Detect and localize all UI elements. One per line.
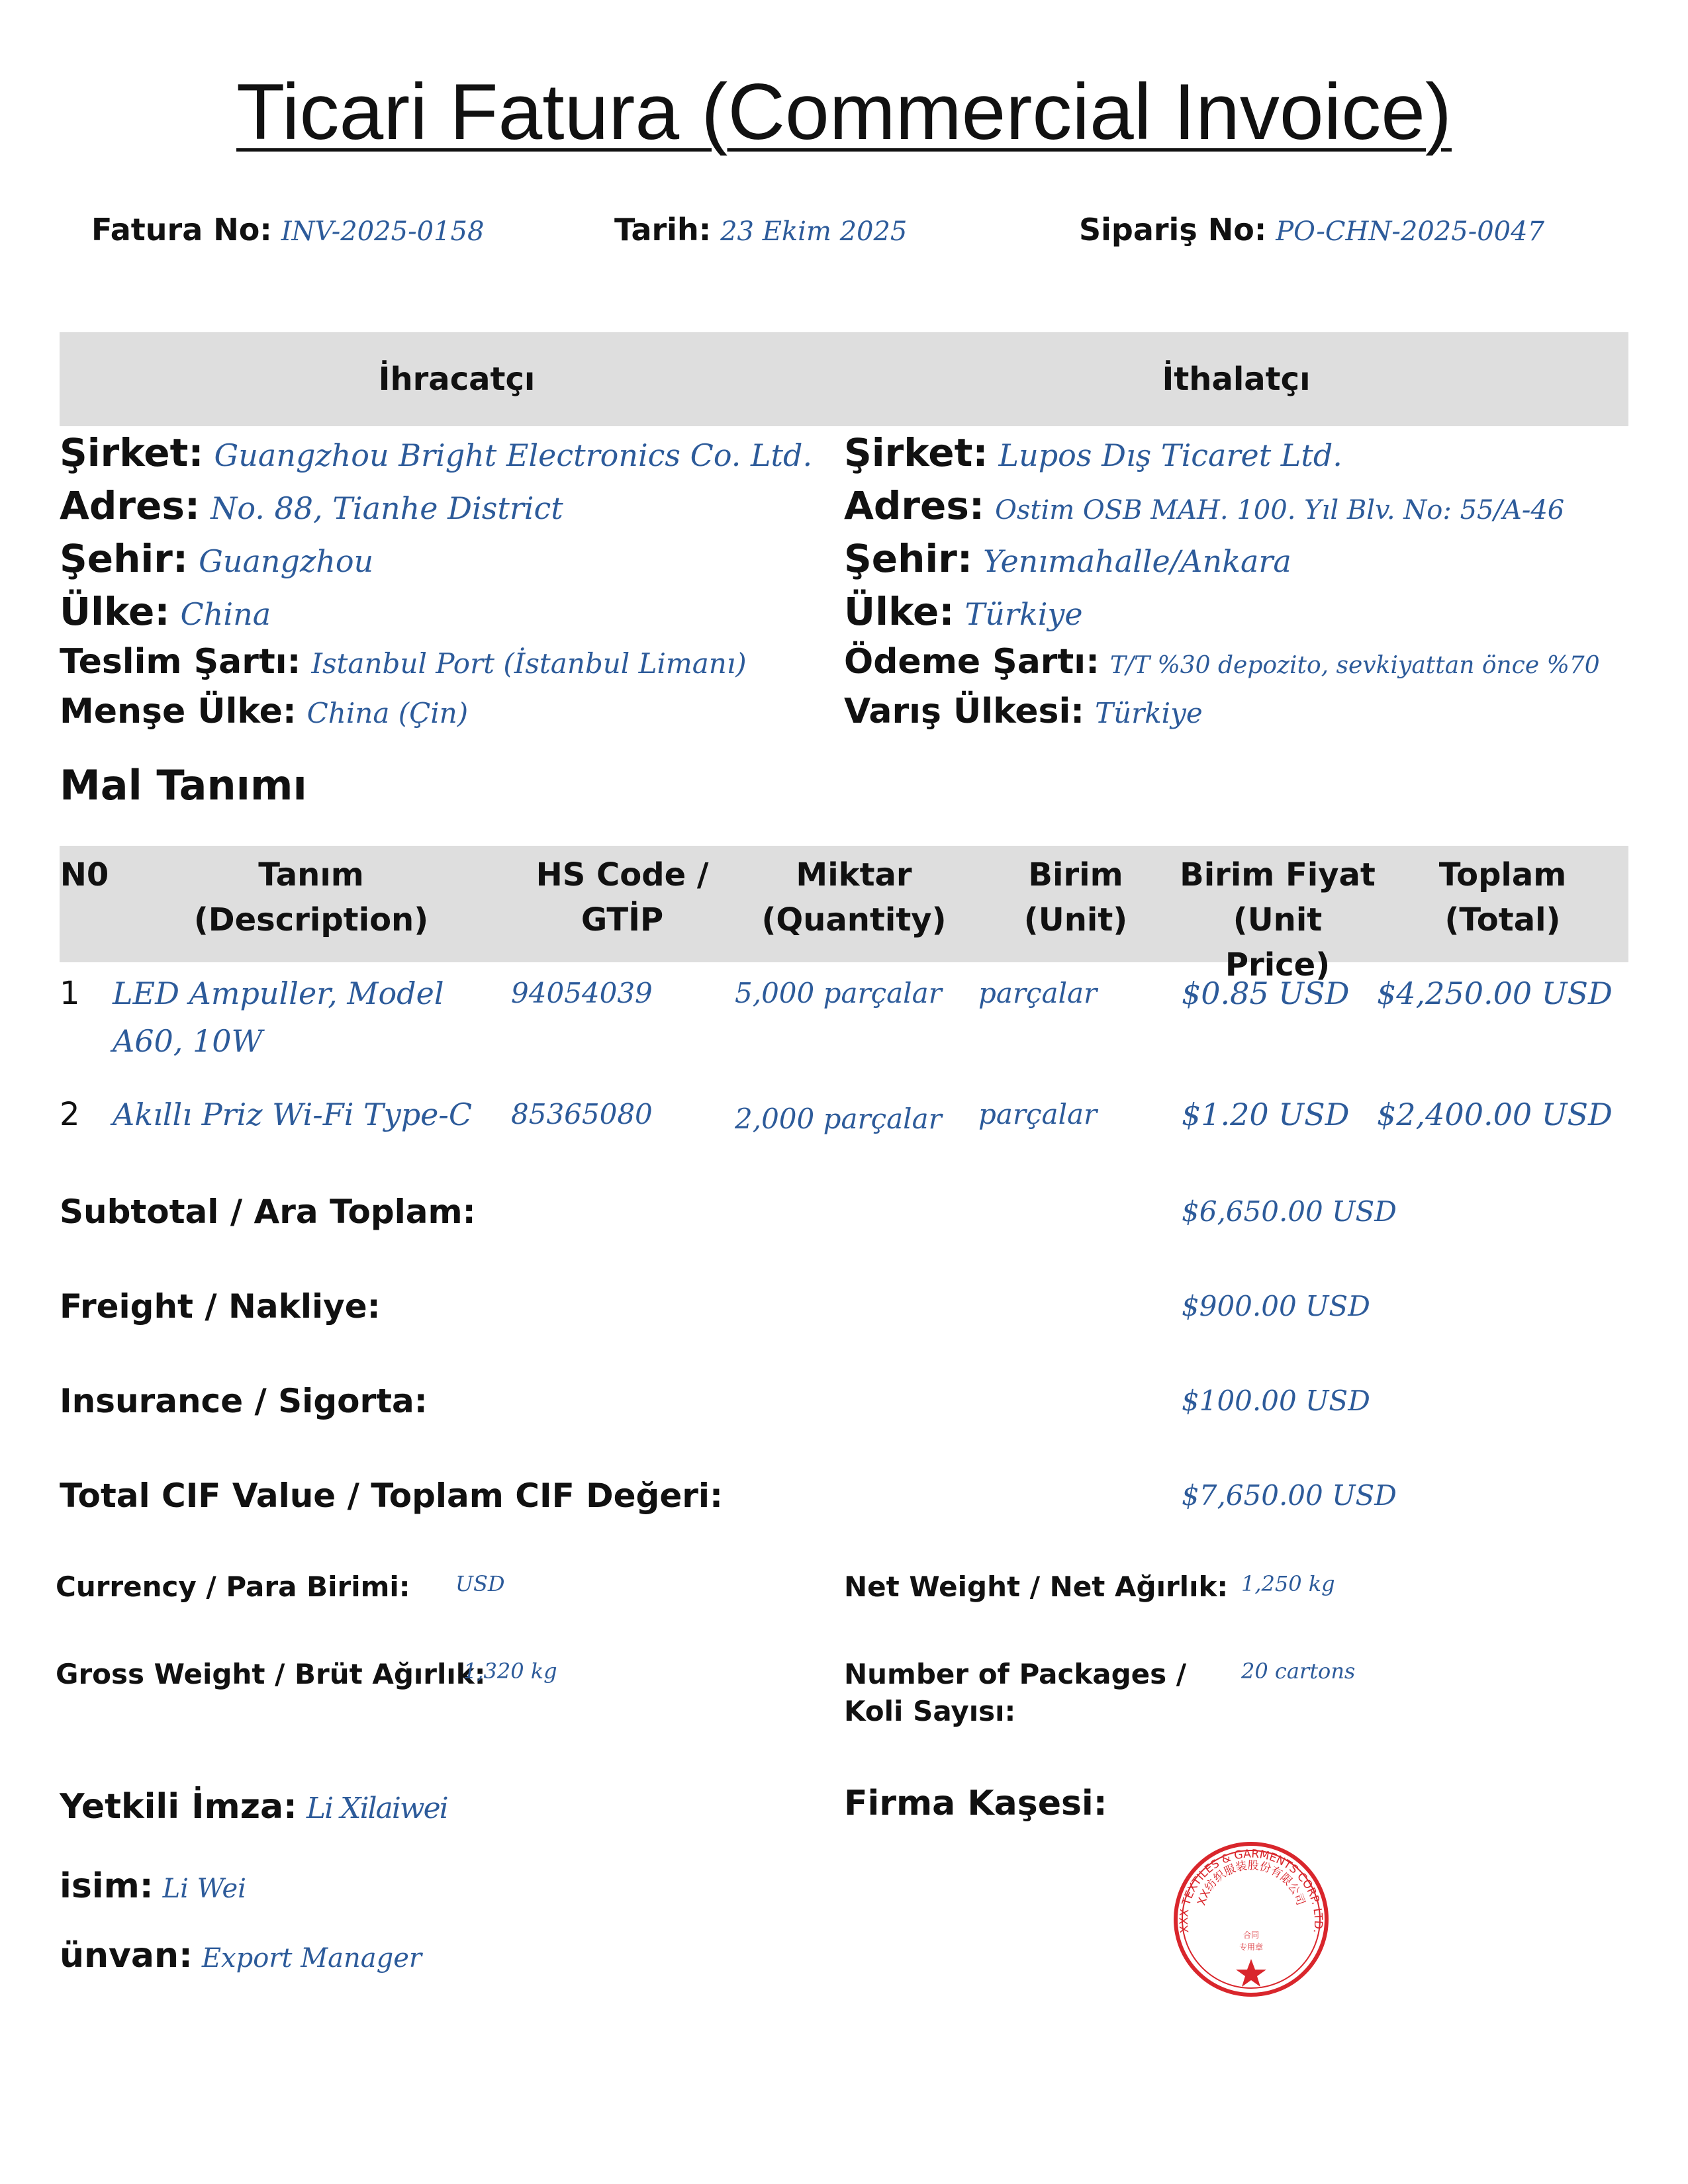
- row-1-description: LED Ampuller, Model A60, 10W: [113, 976, 444, 1059]
- importer-destination: [844, 692, 1203, 731]
- net-weight-value: 1,250 kg: [1241, 1571, 1335, 1596]
- signer-title-label: ünvan:: [60, 1936, 193, 1976]
- stamp-center-text-1: 合同: [1243, 1931, 1260, 1940]
- signature-row: [60, 1787, 447, 1827]
- stamp-center-text-2: 专用章: [1239, 1942, 1264, 1952]
- freight-value: $900.00 USD: [1182, 1290, 1370, 1322]
- importer-country: [844, 589, 1083, 634]
- invoice-number-label: Fatura No:: [91, 212, 272, 248]
- stamp-inner-text: XX纺织服装股份有限公司: [1195, 1859, 1307, 1907]
- exporter-address-value: No. 88, Tianhe District: [211, 490, 563, 526]
- signature-label: Yetkili İmza:: [60, 1787, 297, 1827]
- document-title-wrap: [0, 66, 1688, 158]
- importer-address: [844, 483, 1564, 528]
- exporter-delivery-terms: [60, 642, 747, 682]
- importer-company: [844, 430, 1342, 475]
- col-header-hs-code: HS Code / GTİP: [536, 856, 709, 938]
- order-number-value: PO-CHN-2025-0047: [1276, 216, 1545, 247]
- stamp-outer-text: XXX TEXTILES & GARMENTS CORP. LTD.: [1177, 1847, 1325, 1934]
- exporter-country: [60, 589, 271, 634]
- company-stamp: [1172, 1840, 1331, 1999]
- exporter-country-value: China: [180, 596, 271, 632]
- exporter-city-value: Guangzhou: [199, 543, 374, 579]
- exporter-company-value: Guangzhou Bright Electronics Co. Ltd.: [214, 437, 813, 473]
- importer-address-label: Adres:: [844, 483, 985, 528]
- exporter-address-label: Adres:: [60, 483, 201, 528]
- exporter-company-label: Şirket:: [60, 430, 204, 475]
- signer-title-value: Export Manager: [201, 1943, 422, 1974]
- importer-payment-terms: [844, 642, 1600, 682]
- exporter-origin-value: China (Çin): [306, 697, 469, 729]
- exporter-origin: [60, 692, 468, 731]
- importer-address-value: Ostim OSB MAH. 100. Yıl Blv. No: 55/A-46: [995, 495, 1565, 525]
- col-header-unit-price: Birim Fiyat (Unit Price): [1180, 856, 1376, 983]
- row-2-hs-code: 85365080: [511, 1098, 653, 1130]
- importer-destination-label: Varış Ülkesi:: [844, 692, 1085, 731]
- currency-value: USD: [455, 1571, 505, 1596]
- exporter-origin-label: Menşe Ülke:: [60, 692, 297, 731]
- stamp-star-icon: [1236, 1959, 1266, 1987]
- row-1-unit: parçalar: [978, 977, 1098, 1009]
- row-2-unit: parçalar: [978, 1098, 1098, 1130]
- signer-title-row: [60, 1936, 422, 1976]
- row-2-no: 2: [60, 1096, 80, 1133]
- importer-payment-label: Ödeme Şartı:: [844, 642, 1100, 682]
- signer-name-value: Li Wei: [162, 1874, 246, 1904]
- signer-name-label: isim:: [60, 1866, 154, 1906]
- handwritten-signature: [306, 1792, 447, 1825]
- freight-label: Freight / Nakliye:: [60, 1287, 381, 1326]
- exporter-delivery-value: Istanbul Port (İstanbul Limanı): [311, 647, 747, 680]
- importer-city: [844, 536, 1291, 581]
- goods-section-heading: Mal Tanımı: [60, 761, 307, 809]
- invoice-date-value: 23 Ekim 2025: [720, 216, 908, 247]
- gross-weight-value: 1,320 kg: [463, 1659, 557, 1684]
- exporter-heading: İhracatçı: [378, 361, 536, 398]
- order-number: [1079, 212, 1544, 248]
- row-1-no: 1: [60, 975, 80, 1012]
- company-stamp-label: Firma Kaşesi:: [844, 1784, 1107, 1823]
- importer-heading: İthalatçı: [1162, 361, 1311, 398]
- subtotal-value: $6,650.00 USD: [1182, 1195, 1397, 1228]
- document-title: Ticari Fatura (Commercial Invoice): [236, 68, 1452, 156]
- net-weight-label: Net Weight / Net Ağırlık:: [844, 1570, 1229, 1603]
- row-1-hs-code: 94054039: [511, 977, 653, 1009]
- currency-label: Currency / Para Birimi:: [56, 1570, 410, 1603]
- row-1-unit-price: $0.85 USD: [1182, 976, 1350, 1011]
- importer-destination-value: Türkiye: [1095, 697, 1203, 729]
- subtotal-label: Subtotal / Ara Toplam:: [60, 1193, 476, 1231]
- row-2-unit-price: $1.20 USD: [1182, 1097, 1350, 1132]
- invoice-date-label: Tarih:: [614, 212, 712, 248]
- cif-total-value: $7,650.00 USD: [1182, 1479, 1397, 1512]
- importer-city-label: Şehir:: [844, 536, 973, 581]
- cif-total-label: Total CIF Value / Toplam CIF Değeri:: [60, 1477, 724, 1515]
- gross-weight-label: Gross Weight / Brüt Ağırlık:: [56, 1658, 486, 1690]
- importer-company-value: Lupos Dış Ticaret Ltd.: [998, 437, 1342, 473]
- insurance-value: $100.00 USD: [1182, 1385, 1370, 1417]
- col-header-unit: Birim (Unit): [1023, 856, 1128, 938]
- row-2-quantity: 2,000 parçalar: [735, 1103, 942, 1135]
- packages-value: 20 cartons: [1241, 1659, 1356, 1684]
- exporter-city-label: Şehir:: [60, 536, 189, 581]
- packages-label: Number of Packages / Koli Sayısı:: [844, 1658, 1187, 1727]
- insurance-label: Insurance / Sigorta:: [60, 1382, 428, 1420]
- row-2-total: $2,400.00 USD: [1377, 1097, 1613, 1132]
- col-header-description: Tanım (Description): [193, 856, 429, 938]
- invoice-date: [614, 212, 907, 248]
- row-1-quantity: 5,000 parçalar: [735, 977, 942, 1009]
- exporter-delivery-label: Teslim Şartı:: [60, 642, 301, 682]
- exporter-city: [60, 536, 373, 581]
- col-header-quantity: Miktar (Quantity): [761, 856, 947, 938]
- importer-company-label: Şirket:: [844, 430, 988, 475]
- exporter-company: [60, 430, 812, 475]
- order-number-label: Sipariş No:: [1079, 212, 1267, 248]
- importer-payment-value: T/T %30 depozito, sevkiyattan önce %70: [1109, 652, 1600, 679]
- row-1-total: $4,250.00 USD: [1377, 976, 1613, 1011]
- signature-text: Li Xilaiwei: [306, 1792, 447, 1825]
- col-header-no: N0: [60, 856, 109, 893]
- importer-city-value: Yenımahalle/Ankara: [983, 543, 1291, 579]
- invoice-number: [91, 212, 484, 248]
- row-2-description: Akıllı Priz Wi-Fi Type-C: [113, 1097, 473, 1132]
- importer-country-value: Türkiye: [964, 596, 1083, 632]
- exporter-address: [60, 483, 563, 528]
- importer-country-label: Ülke:: [844, 589, 955, 634]
- invoice-number-value: INV-2025-0158: [281, 216, 485, 247]
- col-header-total: Toplam (Total): [1438, 856, 1567, 938]
- signer-name-row: [60, 1866, 246, 1906]
- exporter-country-label: Ülke:: [60, 589, 170, 634]
